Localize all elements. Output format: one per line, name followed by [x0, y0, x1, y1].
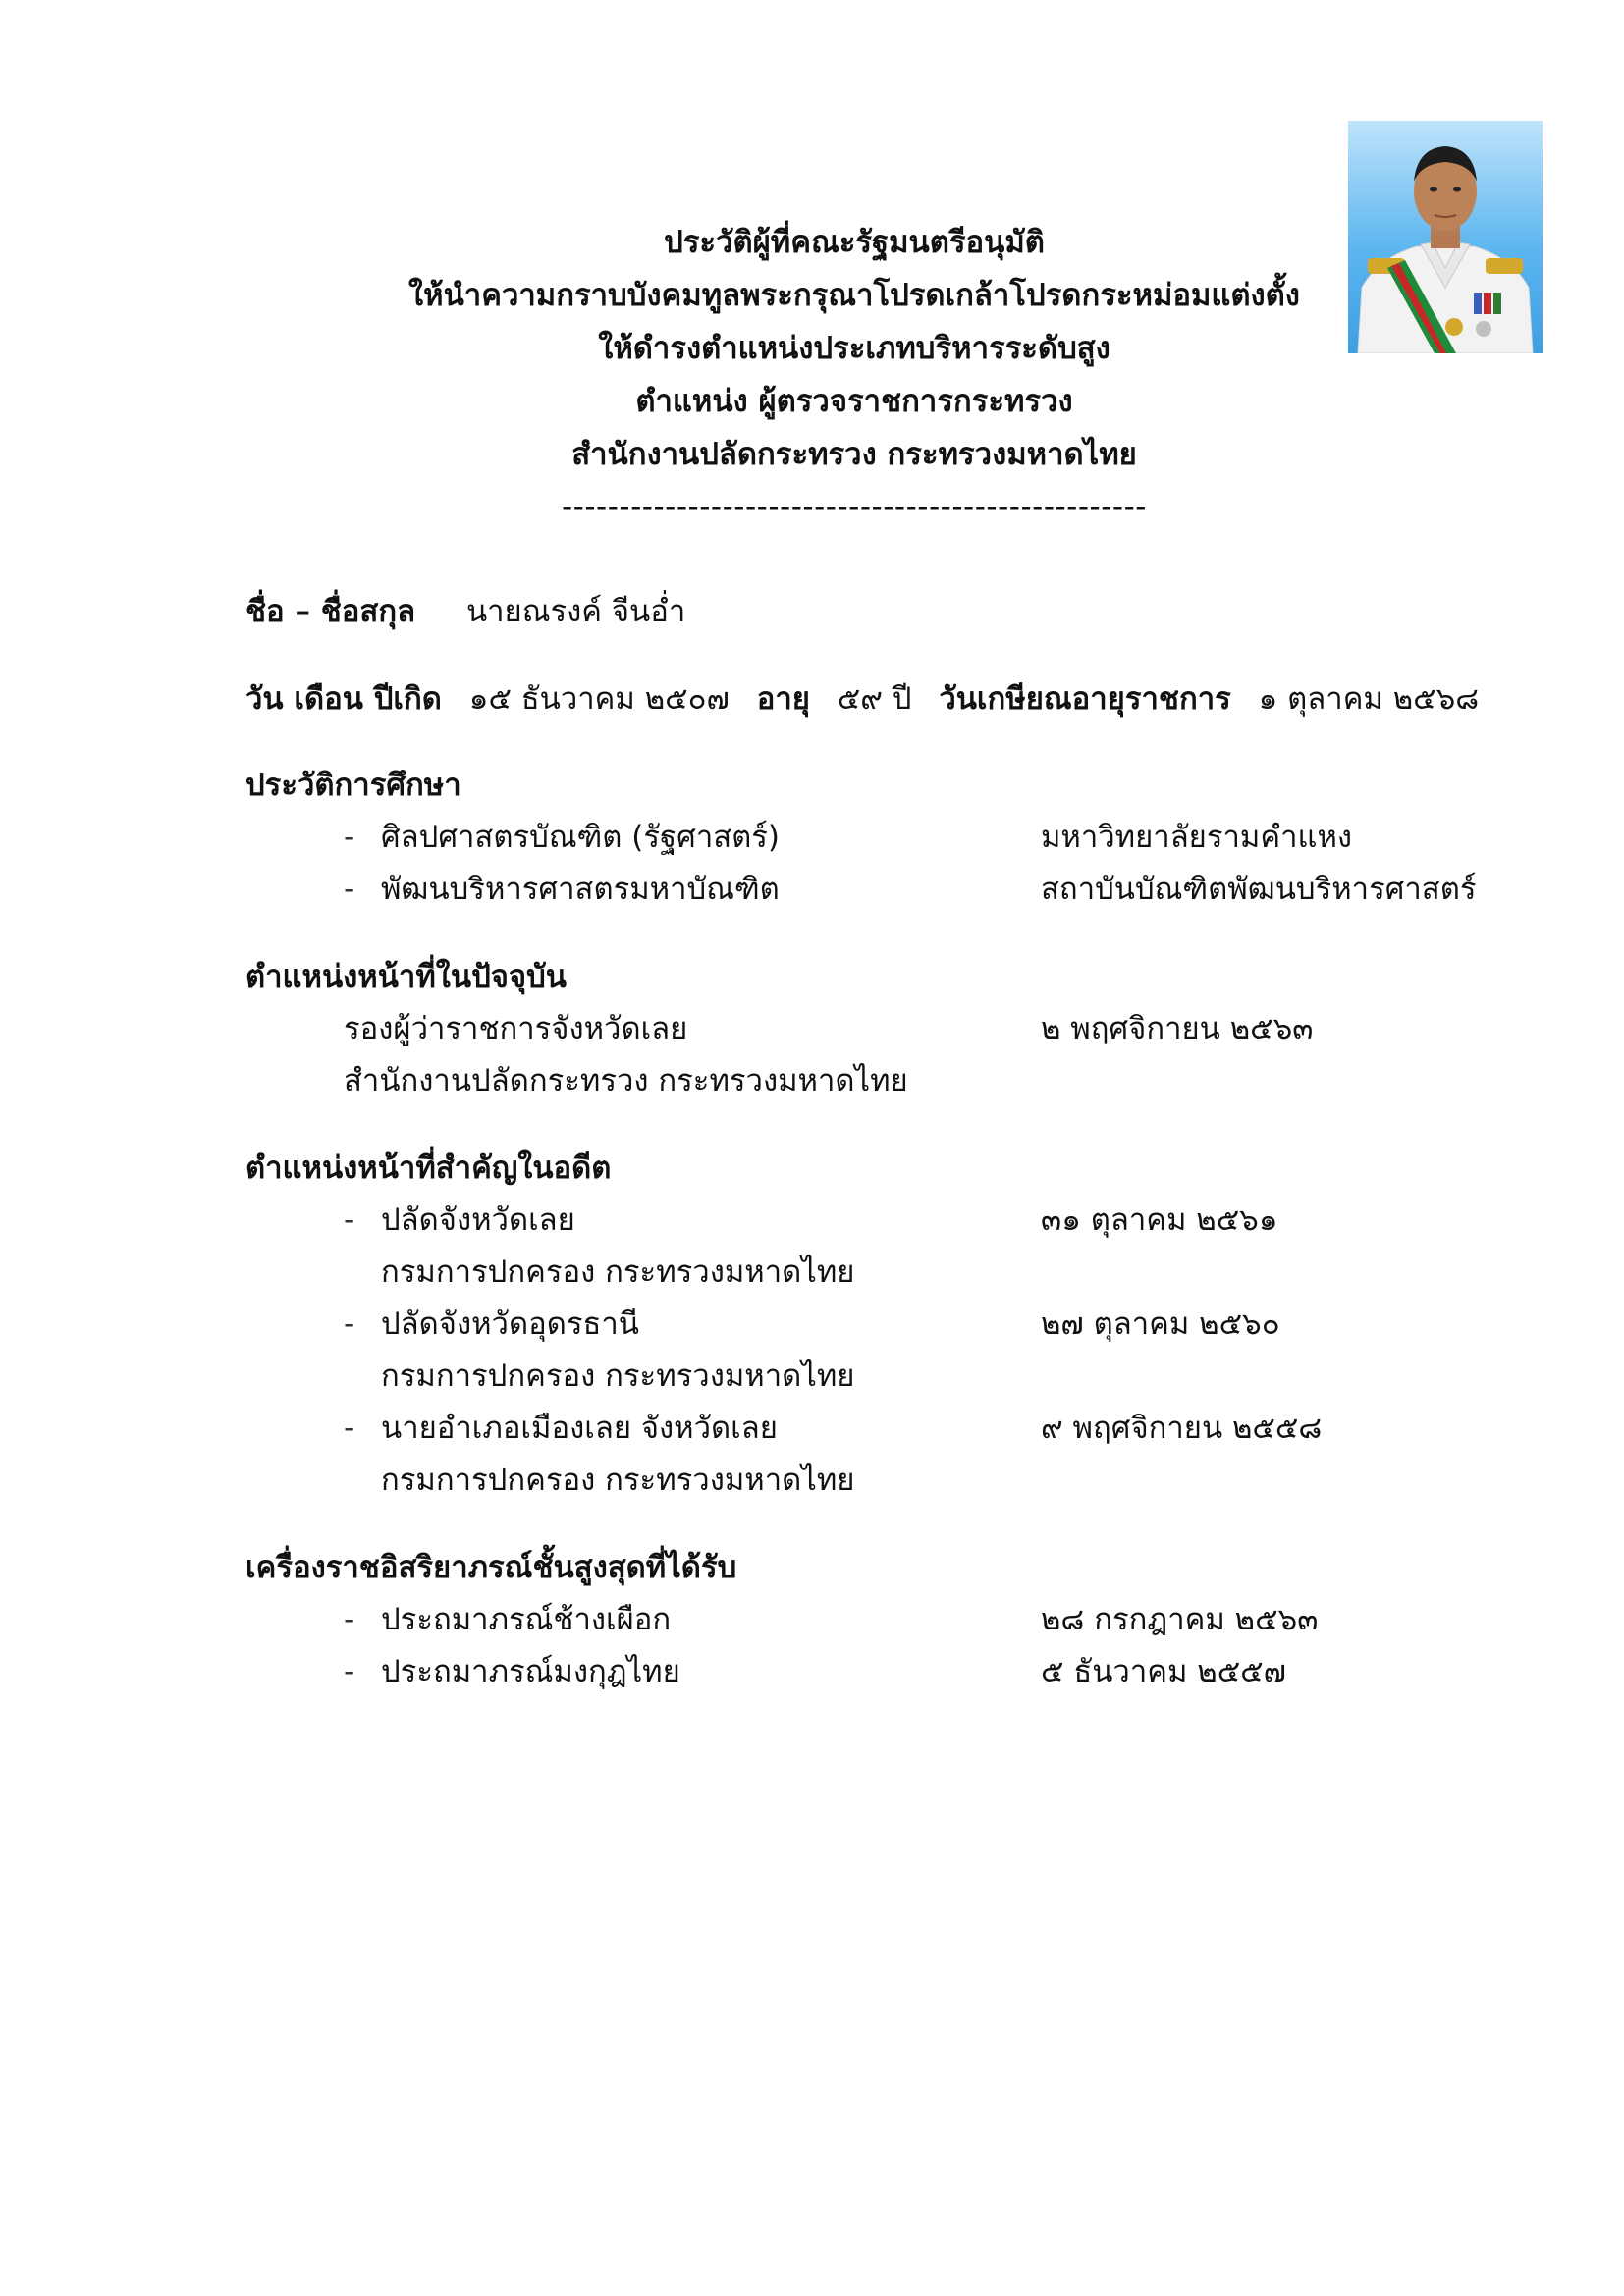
current-position: รองผู้ว่าราชการจังหวัดเลย — [344, 1011, 688, 1046]
current-position-title: ตำแหน่งหน้าที่ในปัจจุบัน — [245, 959, 567, 994]
name-row — [245, 592, 685, 631]
past-position: ปลัดจังหวัดเลย — [381, 1202, 575, 1238]
name-value: นายณรงค์ จีนอ่ำ — [465, 594, 686, 629]
decoration-item — [344, 1600, 1473, 1639]
age-value: ๕๙ ปี — [837, 681, 912, 717]
header-line-2: ให้นำความกราบบังคมทูลพระกรุณาโปรดเกล้าโปรดกระหม่อมแต่งตั้ง — [408, 278, 1300, 313]
list-dash: - — [344, 1602, 355, 1637]
list-dash: - — [344, 1202, 355, 1238]
list-dash: - — [344, 872, 355, 907]
header-line-1: ประวัติผู้ที่คณะรัฐมนตรีอนุมัติ — [664, 225, 1045, 260]
decoration-date: ๒๘ กรกฎาคม ๒๕๖๓ — [1041, 1602, 1319, 1637]
education-institution: สถาบันบัณฑิตพัฒนบริหารศาสตร์ — [1041, 872, 1477, 907]
past-position: นายอำเภอเมืองเลย จังหวัดเลย — [381, 1411, 778, 1446]
past-position-item — [344, 1201, 1473, 1240]
past-position-date: ๙ พฤศจิกายน ๒๕๕๘ — [1041, 1411, 1323, 1446]
list-dash: - — [344, 1411, 355, 1446]
header-line-3: ให้ดำรงตำแหน่งประเภทบริหารระดับสูง — [598, 331, 1110, 366]
current-position-date: ๒ พฤศจิกายน ๒๕๖๓ — [1041, 1011, 1314, 1046]
past-position-item — [344, 1305, 1473, 1344]
list-dash: - — [344, 1307, 355, 1342]
education-title: ประวัติการศึกษา — [245, 768, 461, 803]
current-position-org: สำนักงานปลัดกระทรวง กระทรวงมหาดไทย — [344, 1063, 908, 1098]
education-degree: พัฒนบริหารศาสตรมหาบัณฑิต — [381, 872, 780, 907]
birth-row — [245, 679, 1496, 719]
past-position-item — [344, 1409, 1473, 1448]
past-positions-title: ตำแหน่งหน้าที่สำคัญในอดีต — [245, 1150, 612, 1186]
decorations-title: เครื่องราชอิสริยาภรณ์ชั้นสูงสุดที่ได้รับ — [245, 1550, 737, 1585]
retire-date: ๑ ตุลาคม ๒๕๖๘ — [1258, 681, 1480, 717]
past-position-date: ๓๑ ตุลาคม ๒๕๖๑ — [1041, 1202, 1278, 1238]
past-position-org: กรมการปกครอง กระทรวงมหาดไทย — [381, 1463, 855, 1498]
birth-date: ๑๕ ธันวาคม ๒๕๐๗ — [468, 681, 730, 717]
decoration-name: ประถมาภรณ์ช้างเผือก — [381, 1602, 672, 1637]
decoration-date: ๕ ธันวาคม ๒๕๕๗ — [1041, 1654, 1286, 1689]
age-label: อายุ — [756, 681, 810, 717]
decoration-item — [344, 1652, 1473, 1691]
birth-label: วัน เดือน ปีเกิด — [245, 681, 442, 717]
header-line-4: ตำแหน่ง ผู้ตรวจราชการกระทรวง — [635, 384, 1073, 419]
education-item — [344, 870, 1477, 909]
header-line-5: สำนักงานปลัดกระทรวง กระทรวงมหาดไทย — [571, 437, 1137, 472]
header-divider: --------------------------------------------------- — [562, 490, 1147, 525]
past-position-org: กรมการปกครอง กระทรวงมหาดไทย — [381, 1359, 855, 1394]
list-dash: - — [344, 820, 355, 855]
decoration-name: ประถมาภรณ์มงกุฎไทย — [381, 1654, 680, 1689]
retire-label: วันเกษียณอายุราชการ — [939, 681, 1231, 717]
past-position-org: กรมการปกครอง กระทรวงมหาดไทย — [381, 1255, 855, 1290]
list-dash: - — [344, 1654, 355, 1689]
name-label: ชื่อ – ชื่อสกุล — [245, 594, 416, 629]
past-position-date: ๒๗ ตุลาคม ๒๕๖๐ — [1041, 1307, 1280, 1342]
document-header — [295, 216, 1414, 534]
education-degree: ศิลปศาสตรบัณฑิต (รัฐศาสตร์) — [381, 820, 781, 855]
current-position-item — [344, 1009, 1473, 1048]
education-item — [344, 818, 1473, 857]
past-position: ปลัดจังหวัดอุดรธานี — [381, 1307, 640, 1342]
education-institution: มหาวิทยาลัยรามคำแหง — [1041, 820, 1353, 855]
